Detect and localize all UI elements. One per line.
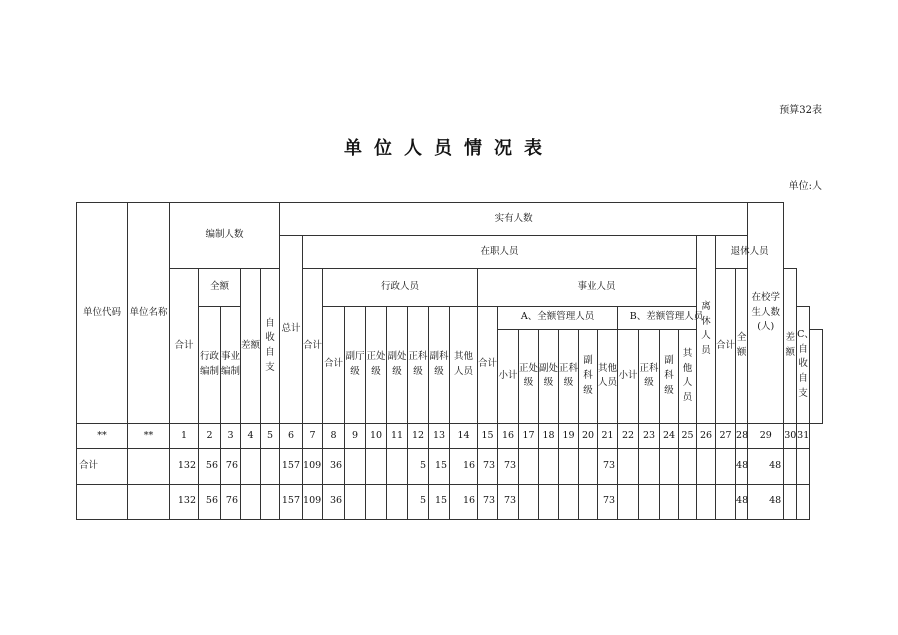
header-shiyou: 实有人数 bbox=[280, 203, 748, 236]
data-cell bbox=[519, 484, 539, 519]
header-zishou: 自收自支 bbox=[261, 269, 280, 424]
page-title: 单位人员情况表 bbox=[344, 138, 554, 159]
header-unit-code: 单位代码 bbox=[77, 203, 128, 424]
data-cell: 48 bbox=[748, 484, 784, 519]
unit-label: 单位:人 bbox=[788, 181, 822, 192]
data-cell bbox=[639, 449, 660, 484]
data-cell bbox=[261, 484, 280, 519]
index-cell: 30 bbox=[784, 423, 797, 449]
data-cell: 16 bbox=[450, 484, 478, 519]
data-cell bbox=[639, 484, 660, 519]
index-cell: 4 bbox=[241, 423, 261, 449]
data-cell: 132 bbox=[170, 449, 199, 484]
data-cell: 36 bbox=[323, 449, 345, 484]
data-cell: 73 bbox=[498, 449, 519, 484]
header-quane: 全额 bbox=[199, 269, 241, 306]
personnel-table bbox=[76, 202, 823, 520]
header-total: 合计 bbox=[170, 269, 199, 424]
header-zaixiao: 在校学生人数(人) bbox=[748, 203, 784, 424]
data-cell bbox=[241, 449, 261, 484]
data-cell: 5 bbox=[408, 449, 429, 484]
data-cell bbox=[579, 449, 598, 484]
header-shiye-renyuan: 事业人员 bbox=[478, 269, 716, 306]
data-cell: 73 bbox=[478, 484, 498, 519]
data-cell bbox=[784, 449, 797, 484]
data-cell: 15 bbox=[429, 484, 450, 519]
table-row bbox=[77, 484, 823, 519]
index-cell: 24 bbox=[660, 423, 679, 449]
header-a-qita: 其他人员 bbox=[598, 329, 618, 423]
data-cell: 109 bbox=[303, 449, 323, 484]
index-cell: 25 bbox=[679, 423, 697, 449]
index-cell: 20 bbox=[579, 423, 598, 449]
index-cell: 27 bbox=[716, 423, 736, 449]
data-cell bbox=[387, 449, 408, 484]
index-name: ** bbox=[128, 423, 170, 449]
index-cell: 13 bbox=[429, 423, 450, 449]
header-unit-name: 单位名称 bbox=[128, 203, 170, 424]
data-cell: 76 bbox=[221, 449, 241, 484]
index-cell: 19 bbox=[559, 423, 579, 449]
header-fu-ke: 副科级 bbox=[429, 306, 450, 423]
data-cell: 56 bbox=[199, 484, 221, 519]
header-a-fu-chu: 副处级 bbox=[539, 329, 559, 423]
index-cell: 16 bbox=[498, 423, 519, 449]
data-cell: 56 bbox=[199, 449, 221, 484]
data-cell bbox=[539, 484, 559, 519]
data-cell bbox=[660, 484, 679, 519]
index-cell: 28 bbox=[736, 423, 748, 449]
data-cell bbox=[519, 449, 539, 484]
index-row bbox=[77, 423, 823, 449]
data-cell: 48 bbox=[736, 484, 748, 519]
data-cell: 76 bbox=[221, 484, 241, 519]
data-cell: 15 bbox=[429, 449, 450, 484]
index-cell: 5 bbox=[261, 423, 280, 449]
header-zheng-chu: 正处级 bbox=[366, 306, 387, 423]
index-cell: 3 bbox=[221, 423, 241, 449]
data-cell: 48 bbox=[748, 449, 784, 484]
data-cell bbox=[618, 484, 639, 519]
index-cell: 22 bbox=[618, 423, 639, 449]
index-cell: 21 bbox=[598, 423, 618, 449]
header-zaizhi: 在职人员 bbox=[303, 236, 697, 269]
header-b-fu-ke: 副科级 bbox=[660, 329, 679, 423]
header-c-zishou: C、自收自支 bbox=[797, 306, 810, 423]
row-name bbox=[128, 484, 170, 519]
data-cell: 132 bbox=[170, 484, 199, 519]
table-row bbox=[77, 449, 823, 484]
header-a-quane: A、全额管理人员 bbox=[498, 306, 618, 329]
data-cell bbox=[539, 449, 559, 484]
header-zongji: 总计 bbox=[280, 236, 303, 424]
data-cell bbox=[366, 449, 387, 484]
index-cell: 2 bbox=[199, 423, 221, 449]
header-xingzheng-renyuan: 行政人员 bbox=[323, 269, 478, 306]
header-quane-tuixiu: 全额 bbox=[736, 269, 748, 424]
row-name bbox=[128, 449, 170, 484]
header-xingzheng-bianzhi: 行政编制 bbox=[199, 306, 221, 423]
header-b-qita: 其他人员 bbox=[679, 329, 697, 423]
data-cell bbox=[618, 449, 639, 484]
data-cell bbox=[579, 484, 598, 519]
data-cell bbox=[366, 484, 387, 519]
header-b-xiaoji: 小计 bbox=[618, 329, 639, 423]
index-cell: 14 bbox=[450, 423, 478, 449]
header-b-chae: B、差额管理人员 bbox=[618, 306, 716, 329]
header-chae: 差额 bbox=[241, 269, 261, 424]
index-code: ** bbox=[77, 423, 128, 449]
data-cell bbox=[697, 484, 716, 519]
data-cell: 48 bbox=[736, 449, 748, 484]
data-cell: 73 bbox=[478, 449, 498, 484]
data-cell: 5 bbox=[408, 484, 429, 519]
data-cell bbox=[697, 449, 716, 484]
data-cell bbox=[660, 449, 679, 484]
index-cell: 1 bbox=[170, 423, 199, 449]
data-cell: 157 bbox=[280, 449, 303, 484]
index-cell: 12 bbox=[408, 423, 429, 449]
data-cell bbox=[797, 449, 810, 484]
data-cell bbox=[345, 449, 366, 484]
data-cell bbox=[784, 484, 797, 519]
data-cell: 16 bbox=[450, 449, 478, 484]
header-tuixiu: 退休人员 bbox=[716, 236, 784, 269]
header-a-zheng-chu: 正处级 bbox=[519, 329, 539, 423]
data-cell bbox=[716, 484, 736, 519]
row-code: 合计 bbox=[77, 449, 128, 484]
header-xz-heji: 合计 bbox=[323, 306, 345, 423]
index-cell: 31 bbox=[797, 423, 810, 449]
header-a-zheng-ke: 正科级 bbox=[559, 329, 579, 423]
index-cell: 7 bbox=[303, 423, 323, 449]
header-a-xiaoji: 小计 bbox=[498, 329, 519, 423]
data-cell bbox=[241, 484, 261, 519]
header-heji-tuixiu: 合计 bbox=[716, 269, 736, 424]
index-cell: 10 bbox=[366, 423, 387, 449]
index-cell: 26 bbox=[697, 423, 716, 449]
data-cell: 73 bbox=[498, 484, 519, 519]
data-cell: 73 bbox=[598, 449, 618, 484]
header-lixiu: 离休人员 bbox=[697, 236, 716, 424]
data-cell bbox=[679, 449, 697, 484]
data-cell bbox=[797, 484, 810, 519]
index-cell: 23 bbox=[639, 423, 660, 449]
header-chae-tuixiu: 差额 bbox=[784, 269, 797, 424]
header-shiye-bianzhi: 事业编制 bbox=[221, 306, 241, 423]
index-cell: 11 bbox=[387, 423, 408, 449]
data-cell bbox=[387, 484, 408, 519]
index-cell: 8 bbox=[323, 423, 345, 449]
data-cell bbox=[261, 449, 280, 484]
data-cell: 157 bbox=[280, 484, 303, 519]
index-cell: 15 bbox=[478, 423, 498, 449]
index-cell: 18 bbox=[539, 423, 559, 449]
header-b-zheng-ke: 正科级 bbox=[639, 329, 660, 423]
index-cell: 6 bbox=[280, 423, 303, 449]
data-cell: 36 bbox=[323, 484, 345, 519]
header-qita: 其他人员 bbox=[450, 306, 478, 423]
header-bianzhi: 编制人数 bbox=[170, 203, 280, 269]
data-cell bbox=[716, 449, 736, 484]
data-cell: 73 bbox=[598, 484, 618, 519]
index-cell: 29 bbox=[748, 423, 784, 449]
header-heji-zaizhi: 合计 bbox=[303, 269, 323, 424]
header-zheng-ke: 正科级 bbox=[408, 306, 429, 423]
data-cell bbox=[679, 484, 697, 519]
header-fu-chu: 副处级 bbox=[387, 306, 408, 423]
data-cell bbox=[559, 484, 579, 519]
form-number: 预算32表 bbox=[779, 105, 822, 116]
data-cell: 109 bbox=[303, 484, 323, 519]
row-code bbox=[77, 484, 128, 519]
header-sy-heji: 合计 bbox=[478, 306, 498, 423]
data-cell bbox=[345, 484, 366, 519]
data-cell bbox=[559, 449, 579, 484]
header-fu-ting: 副厅级 bbox=[345, 306, 366, 423]
header-a-fu-ke: 副科级 bbox=[579, 329, 598, 423]
index-cell: 9 bbox=[345, 423, 366, 449]
index-cell: 17 bbox=[519, 423, 539, 449]
